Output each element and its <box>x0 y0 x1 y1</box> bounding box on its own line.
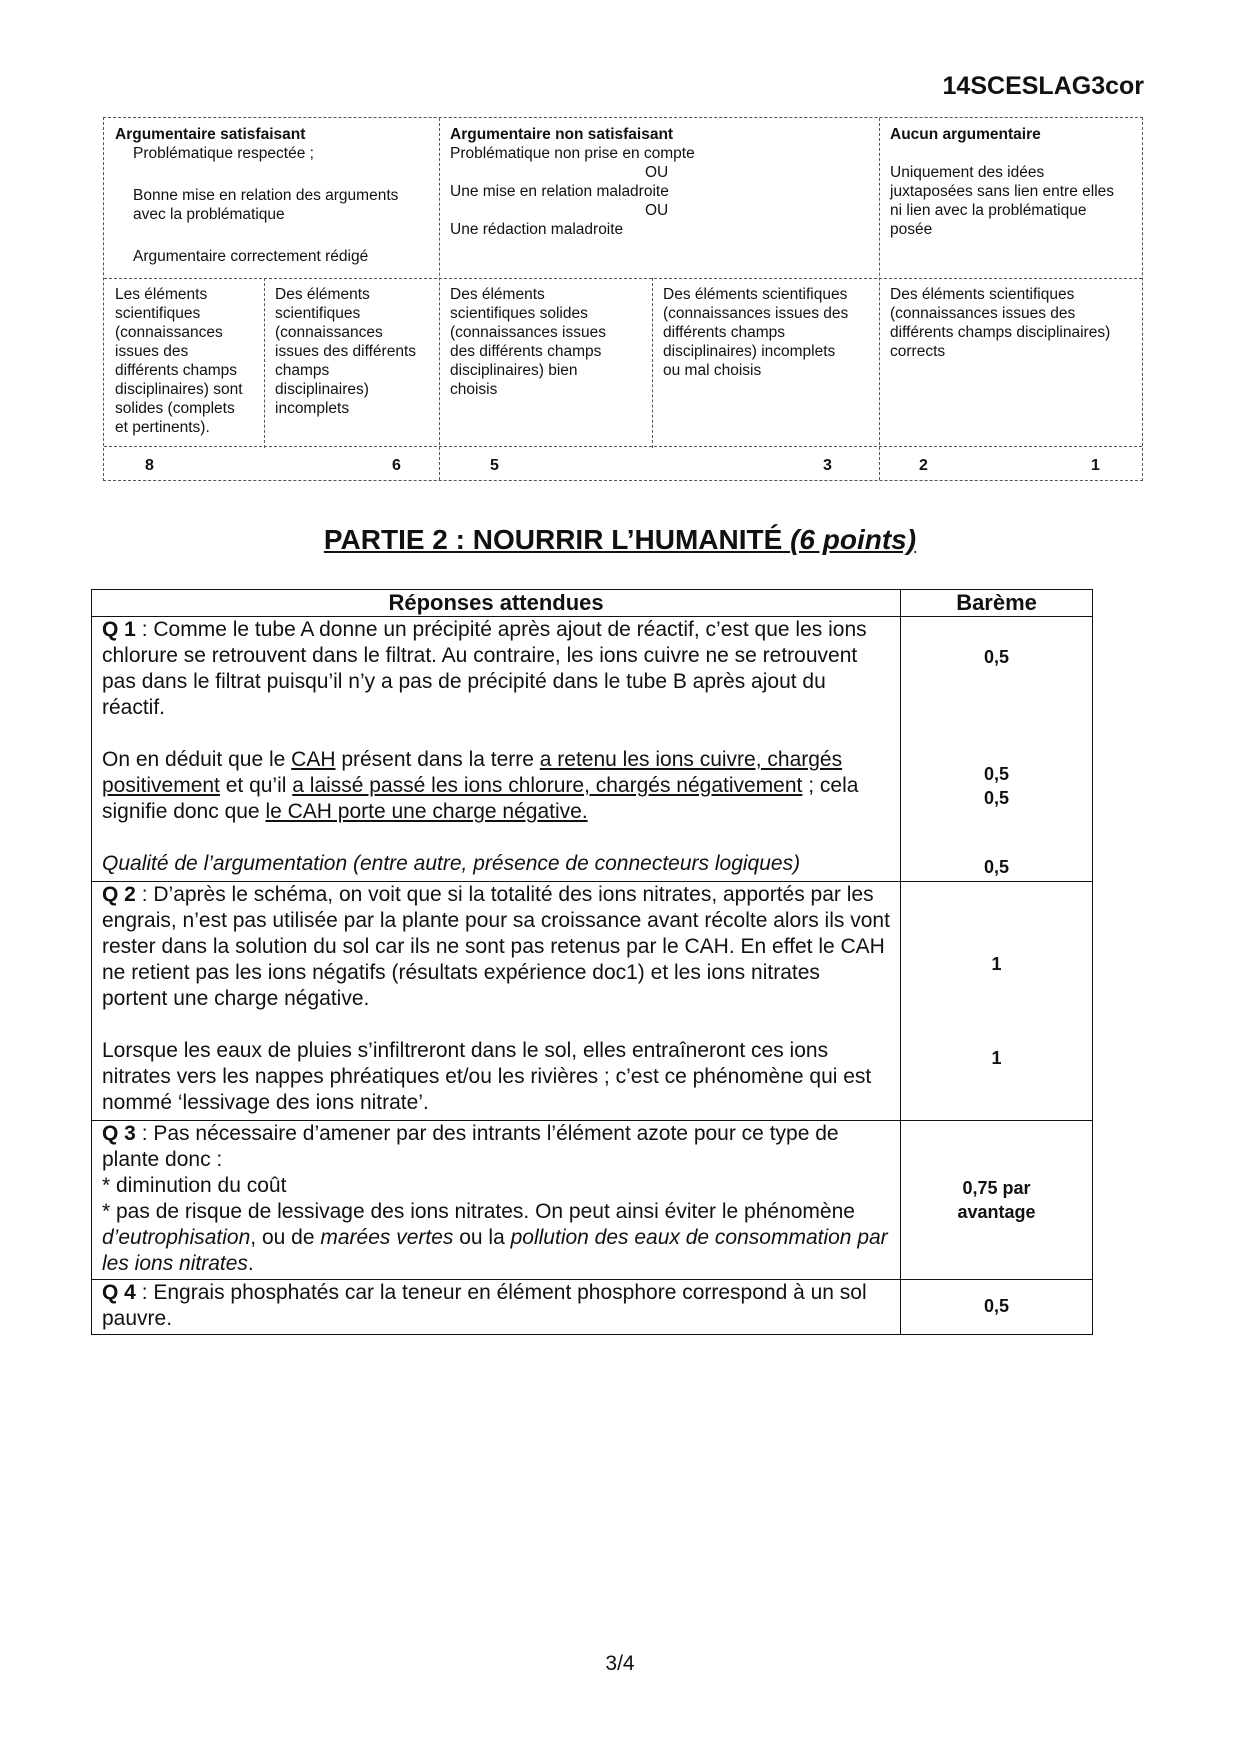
table-row <box>92 1280 1093 1335</box>
answer-q1: Q 1 : Comme le tube A donne un précipité après ajout de réactif, c’est que les ions chlorure se retrouvent dans le filtrat. Au contraire, les ions cuivre ne se retrouvent pas dans le filtrat puisqu’il n’y a pas de précipité dans le tube B après ajout du réactif. On en déduit que le CAH présent dans la terre a retenu les ions cuivre, chargés positivement et qu’il a laissé passé les ions chlorure, chargés négativement ; cela signifie donc que le CAH porte une charge négative. Qualité de l’argumentation (entre autre, présence de connecteurs logiques) <box>92 617 901 882</box>
criteria-detail: Des éléments scientifiques solides (connaissances issues des différents champs disciplinaires) bien choisis <box>450 286 606 398</box>
criterion-none <box>879 118 1142 239</box>
score-value: 5 <box>490 457 499 474</box>
table-row <box>92 617 1093 882</box>
answer-q4: Q 4 : Engrais phosphatés car la teneur en élément phosphore correspond à un sol pauvre. <box>92 1280 901 1335</box>
score-q4: 0,5 <box>901 1280 1093 1335</box>
criterion-line: Uniquement des idées <box>890 164 1045 181</box>
document-code: 14SCESLAG3cor <box>942 72 1144 100</box>
table-row <box>92 1121 1093 1280</box>
answers-table <box>91 589 1093 1335</box>
criteria-detail: Des éléments scientifiques (connaissances issues des différents champs disciplinaires) corrects <box>890 286 1111 360</box>
criterion-not-satisfying <box>439 118 879 239</box>
score-value: 1 <box>1091 457 1100 474</box>
criterion-line: Problématique respectée ; <box>133 145 314 162</box>
criterion-line: Une mise en relation maladroite <box>450 183 669 200</box>
answer-q3: Q 3 : Pas nécessaire d’amener par des intrants l’élément azote pour ce type de plante donc : * diminution du coût * pas de risque de lessivage des ions nitrates. On peut ainsi éviter le phénomène d’eutrophisation, ou de marées vertes ou la pollution des eaux de consommation par les ions nitrates. <box>92 1121 901 1280</box>
criterion-line: posée <box>890 221 933 238</box>
page-number: 3/4 <box>605 1652 635 1675</box>
criterion-or: OU <box>645 164 669 181</box>
criterion-line: Une rédaction maladroite <box>450 221 624 238</box>
score-value: 3 <box>823 457 832 474</box>
table-row <box>92 882 1093 1121</box>
score-value: 8 <box>145 457 154 474</box>
score-value: 2 <box>919 457 928 474</box>
criterion-or: OU <box>645 202 669 219</box>
criteria-detail: Des éléments scientifiques (connaissances issues des différents champs disciplinaires) incomplets ou mal choisis <box>663 286 849 379</box>
criteria-detail: Des éléments scientifiques (connaissances issues des différents champs disciplinaires) incomplets <box>275 286 417 417</box>
criteria-detail: Les éléments scientifiques (connaissances issues des différents champs disciplinaires) sont solides (complets et pertinents). <box>115 286 243 436</box>
criterion-satisfying <box>104 118 439 266</box>
criterion-title: Argumentaire non satisfaisant <box>450 126 674 143</box>
answer-q2: Q 2 : D’après le schéma, on voit que si la totalité des ions nitrates, apportés par les engrais, n’est pas utilisée par la plante pour sa croissance avant récolte alors ils vont rester dans la solution du sol car ils ne sont pas retenus par le CAH. En effet le CAH ne retient pas les ions négatifs (résultats expérience doc1) et les ions nitrates portent une charge négative. Lorsque les eaux de pluies s’infiltreront dans le sol, elles entraîneront ces ions nitrates vers les nappes phréatiques et/ou les rivières ; c’est ce phénomène qui est nommé ‘lessivage des ions nitrate’. <box>92 882 901 1121</box>
criterion-line: juxtaposées sans lien entre elles <box>890 183 1115 200</box>
criterion-title: Argumentaire satisfaisant <box>115 126 306 143</box>
column-header-answers: Réponses attendues <box>92 590 901 617</box>
score-q3: 0,75 par avantage <box>901 1121 1093 1280</box>
grid-divider <box>104 446 1142 447</box>
grading-grid <box>103 117 1143 481</box>
criterion-line: Bonne mise en relation des arguments <box>133 187 399 204</box>
criterion-line: Argumentaire correctement rédigé <box>133 248 369 265</box>
criterion-line: avec la problématique <box>133 206 285 223</box>
score-q1: 0,5 0,5 0,5 0,5 <box>901 617 1093 882</box>
score-value: 6 <box>392 457 401 474</box>
score-q2: 1 1 <box>901 882 1093 1121</box>
column-header-scale: Barème <box>901 590 1093 617</box>
criterion-line: Problématique non prise en compte <box>450 145 695 162</box>
criterion-line: ni lien avec la problématique <box>890 202 1087 219</box>
criterion-title: Aucun argumentaire <box>890 126 1041 143</box>
part-title: PARTIE 2 : NOURRIR L’HUMANITÉ (6 points) <box>323 524 917 555</box>
